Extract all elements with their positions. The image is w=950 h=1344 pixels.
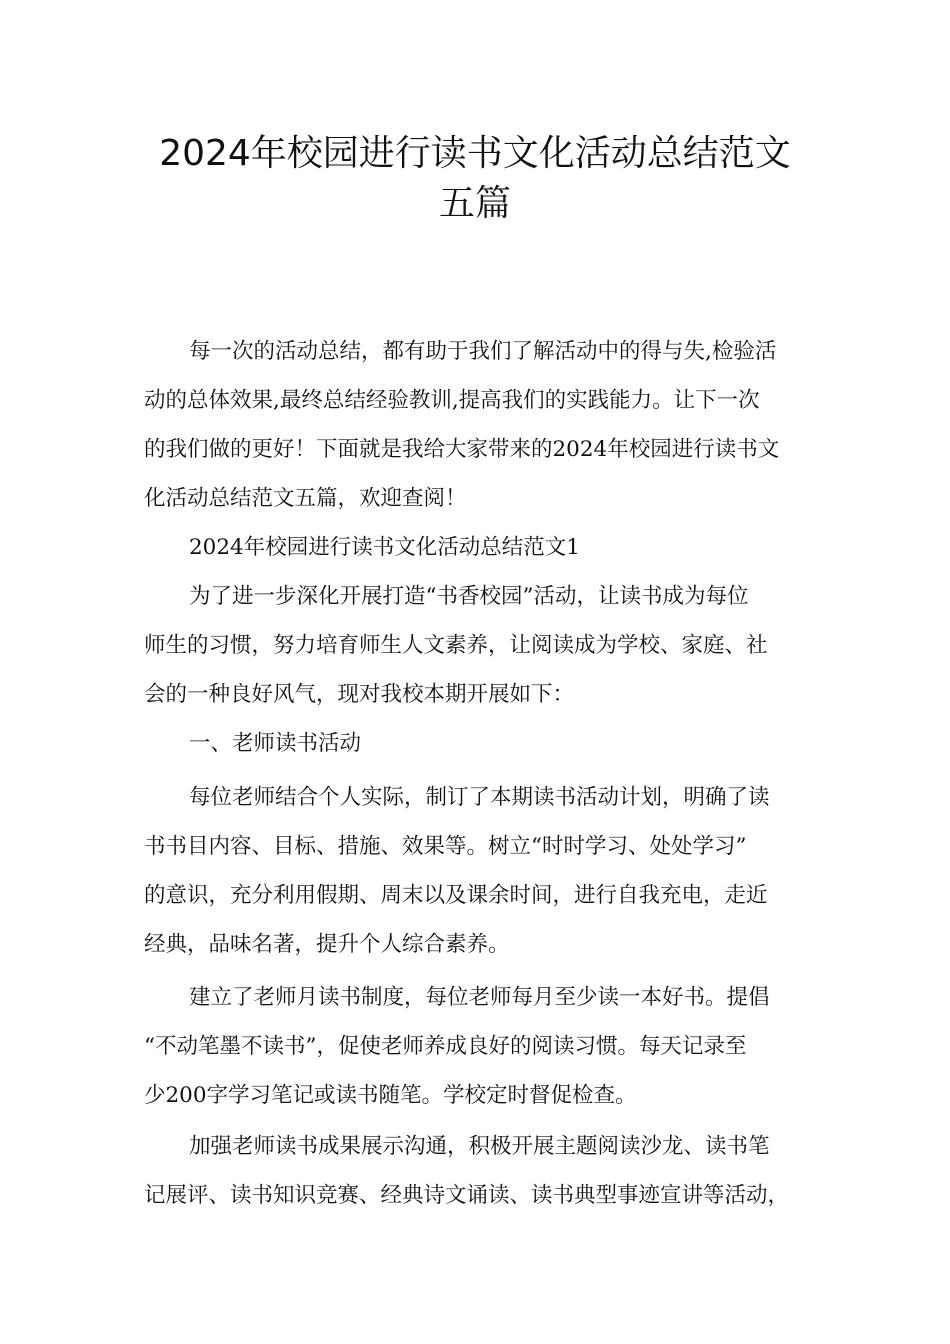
- text-line: 每一次的活动总结，都有助于我们了解活动中的得与失,检验活: [189, 339, 777, 364]
- text-line: 记展评、读书知识竞赛、经典诗文诵读、读书典型事迹宣讲等活动，: [144, 1183, 790, 1208]
- text-line: 会的一种良好风气，现对我校本期开展如下：: [144, 682, 575, 707]
- text-line: 一、老师读书活动: [189, 731, 362, 756]
- text-line: 师生的习惯，努力培育师生人文素养，让阅读成为学校、家庭、社: [144, 633, 768, 658]
- text-line: 经典，品味名著，提升个人综合素养。: [144, 932, 510, 957]
- text-line: 少200字学习笔记或读书随笔。学校定时督促检查。: [144, 1083, 637, 1108]
- text-line: 为了进一步深化开展打造“书香校园”活动，让读书成为每位: [189, 584, 749, 609]
- document-title-line-1: 2024年校园进行读书文化活动总结范文: [159, 133, 791, 174]
- paragraph-1: [144, 572, 808, 719]
- text-line: 的意识，充分利用假期、周末以及课余时间，进行自我充电，走近: [144, 883, 768, 908]
- section-heading-1: [144, 719, 808, 768]
- subheading-1: [144, 523, 808, 572]
- intro-paragraph: [144, 327, 808, 523]
- paragraph-3: [144, 973, 808, 1120]
- paragraph-4: [144, 1122, 808, 1220]
- text-line: 化活动总结范文五篇，欢迎查阅！: [144, 486, 467, 511]
- document-title-line-2: 五篇: [438, 183, 511, 224]
- text-line: 书书目内容、目标、措施、效果等。树立“时时学习、处处学习”: [144, 834, 747, 859]
- text-line: 每位老师结合个人实际，制订了本期读书活动计划，明确了读: [189, 785, 770, 810]
- text-line: 建立了老师月读书制度，每位老师每月至少读一本好书。提倡: [189, 985, 770, 1010]
- text-line: “不动笔墨不读书”，促使老师养成良好的阅读习惯。每天记录至: [144, 1034, 747, 1059]
- text-line: 加强老师读书成果展示沟通，积极开展主题阅读沙龙、读书笔: [189, 1134, 770, 1159]
- text-line: 的我们做的更好！下面就是我给大家带来的2024年校园进行读书文: [144, 437, 780, 462]
- paragraph-2: [144, 773, 808, 969]
- text-line: 2024年校园进行读书文化活动总结范文1: [189, 535, 580, 560]
- text-line: 动的总体效果,最终总结经验教训,提高我们的实践能力。让下一次: [144, 388, 760, 413]
